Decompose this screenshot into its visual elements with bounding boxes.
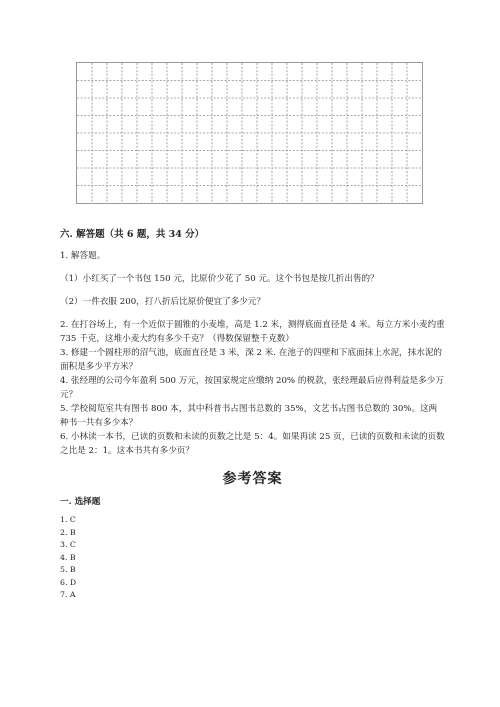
question-1-stem: 1. 解答题。 (60, 251, 106, 261)
answer-item: 1. C (60, 515, 76, 524)
grid-lines (77, 63, 422, 203)
answer-item: 7. A (60, 590, 76, 599)
answer-item: 6. D (60, 577, 77, 587)
answer-title: 参考答案 (222, 471, 283, 487)
section-title: 六. 解答题（共 6 题，共 34 分） (60, 229, 205, 240)
answer-item: 3. C (60, 540, 76, 549)
answer-item: 5. B (60, 565, 76, 574)
question-5: 5. 学校阅览室共有图书 800 本，其中科普书占图书总数的 35%，文艺书占图书总数的 30%。这两种书一共有多少本？ (60, 404, 438, 428)
main-content (60, 229, 445, 602)
answer-item: 2. B (60, 527, 76, 537)
question-1-part-2: （2）一件衣服 200，打八折后比原价便宜了多少元？ (60, 297, 266, 307)
question-2: 2. 在打谷场上，有一个近似于圆锥的小麦堆，高是 1.2 米，测得底面直径是 4 米。每立方米小麦约重 735 千克，这堆小麦大约有多少千克？（得数保留整千克数） (60, 320, 445, 344)
question-6: 6. 小林读一本书，已读的页数和未读的页数之比是 5：4。如果再读 25 页，已读的页数和未读的页数之比是 2：1。这本书共有多少页？ (60, 432, 445, 456)
answer-item: 4. B (60, 552, 76, 562)
answer-section-title: 一. 选择题 (60, 497, 101, 507)
question-4: 4. 张经理的公司今年盈利 500 万元，按国家规定应缴纳 20% 的税款，张经理最后应得利益是多少万元？ (60, 376, 444, 400)
question-1-part-1: （1）小红买了一个书包 150 元，比原价少花了 50 元。这个书包是按几折出售的？ (60, 274, 379, 284)
question-3: 3. 修建一个圆柱形的沼气池，底面直径是 3 米，深 2 米. 在池子的四壁和下底面抹上水泥，抹水泥的面积是多少平方米？ (60, 348, 443, 372)
writing-grid (76, 62, 423, 204)
answer-list (60, 514, 445, 602)
